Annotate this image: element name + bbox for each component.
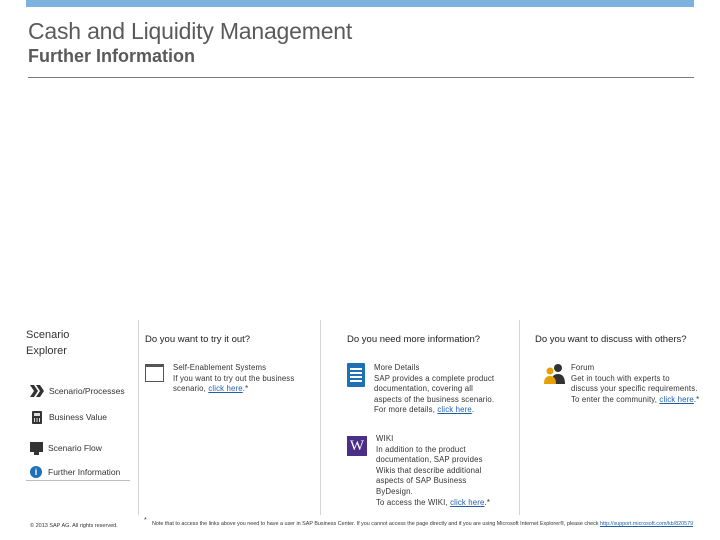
card-heading: WIKI	[376, 434, 394, 443]
card-line-text: For more details,	[374, 405, 438, 415]
card-more-details	[347, 363, 517, 416]
card-wiki	[347, 434, 517, 508]
window-icon	[145, 364, 164, 382]
calculator-icon	[32, 411, 42, 424]
column-heading-info: Do you need more information?	[347, 334, 481, 345]
nav-item-scenario-flow[interactable]	[30, 440, 102, 456]
copyright: © 2013 SAP AG. All rights reserved.	[30, 523, 118, 529]
card-line-text: To access the WIKI,	[376, 497, 451, 507]
column-heading-discuss: Do you want to discuss with others?	[535, 334, 687, 345]
column-divider	[320, 320, 321, 515]
footnote-text: Note that to access the links above you need to have a user in SAP Business Center. If you cannot access the page directly and if you are using Microsoft Internet Explorer®, please check	[152, 521, 600, 527]
header-divider	[28, 77, 694, 78]
nav-item-label: Business Value	[49, 412, 107, 422]
card-line: aspects of the business scenario.	[374, 394, 495, 404]
card-line	[374, 405, 494, 416]
card-self-enablement	[145, 363, 315, 395]
nav-item-label: Further Information	[48, 467, 121, 477]
card-line-suffix: .	[471, 405, 475, 415]
card-line-text: To enter the community,	[571, 394, 660, 404]
card-line: SAP provides a complete product	[374, 373, 495, 383]
nav-item-label: Scenario/Processes	[49, 386, 125, 396]
footnote-marker: *	[144, 517, 147, 524]
nav-active-underline	[26, 480, 130, 481]
document-icon	[347, 363, 365, 387]
card-line: discuss your specific requirements.	[571, 384, 698, 394]
monitor-icon	[30, 442, 43, 452]
card-line: Get in touch with experts to	[571, 373, 670, 383]
info-icon: i	[30, 466, 42, 478]
card-line-suffix: .*	[484, 497, 491, 507]
footnote	[152, 520, 712, 530]
card-line: documentation, SAP provides	[376, 455, 483, 465]
card-line: In addition to the product	[376, 444, 466, 454]
nav-title: Scenario Explorer	[26, 329, 70, 357]
card-heading: Self-Enablement Systems	[173, 363, 267, 372]
card-text	[173, 363, 294, 395]
top-accent-bar	[26, 0, 694, 7]
card-line	[376, 498, 490, 509]
card-line-suffix: .*	[693, 394, 700, 404]
page-subtitle: Further Information	[28, 46, 195, 66]
double-chevron-icon	[30, 384, 44, 398]
nav-item-business-value[interactable]	[30, 409, 107, 425]
card-text	[374, 363, 494, 416]
footnote-link[interactable]: http://support.microsoft.com/kb/820579	[599, 521, 694, 527]
card-heading: More Details	[374, 363, 420, 372]
card-line	[173, 384, 294, 395]
card-line	[571, 395, 699, 406]
card-text	[376, 434, 490, 508]
card-line: aspects of SAP Business	[376, 476, 467, 486]
card-line: documentation, covering all	[374, 384, 473, 394]
card-heading: Forum	[571, 363, 595, 372]
card-line: If you want to try out the business	[173, 373, 295, 383]
card-line: Wikis that describe additional	[376, 465, 482, 475]
wiki-link[interactable]: click here	[450, 497, 485, 507]
card-line: ByDesign.	[376, 486, 413, 496]
people-icon	[543, 363, 567, 383]
more-details-link[interactable]: click here	[437, 405, 472, 415]
card-forum	[543, 363, 718, 405]
self-enablement-link[interactable]: click here	[208, 384, 243, 394]
column-heading-try: Do you want to try it out?	[145, 334, 251, 345]
page-title: Cash and Liquidity Management	[28, 18, 353, 44]
wiki-icon: W	[347, 436, 367, 456]
card-line-suffix: .*	[242, 384, 249, 394]
card-line-text: scenario,	[173, 384, 209, 394]
card-text	[571, 363, 699, 405]
column-divider	[138, 320, 139, 515]
column-divider	[519, 320, 520, 515]
nav-item-label: Scenario Flow	[48, 443, 102, 453]
forum-link[interactable]: click here	[659, 394, 694, 404]
nav-item-scenario-processes[interactable]	[30, 383, 125, 399]
nav-item-further-information[interactable]	[30, 464, 120, 480]
